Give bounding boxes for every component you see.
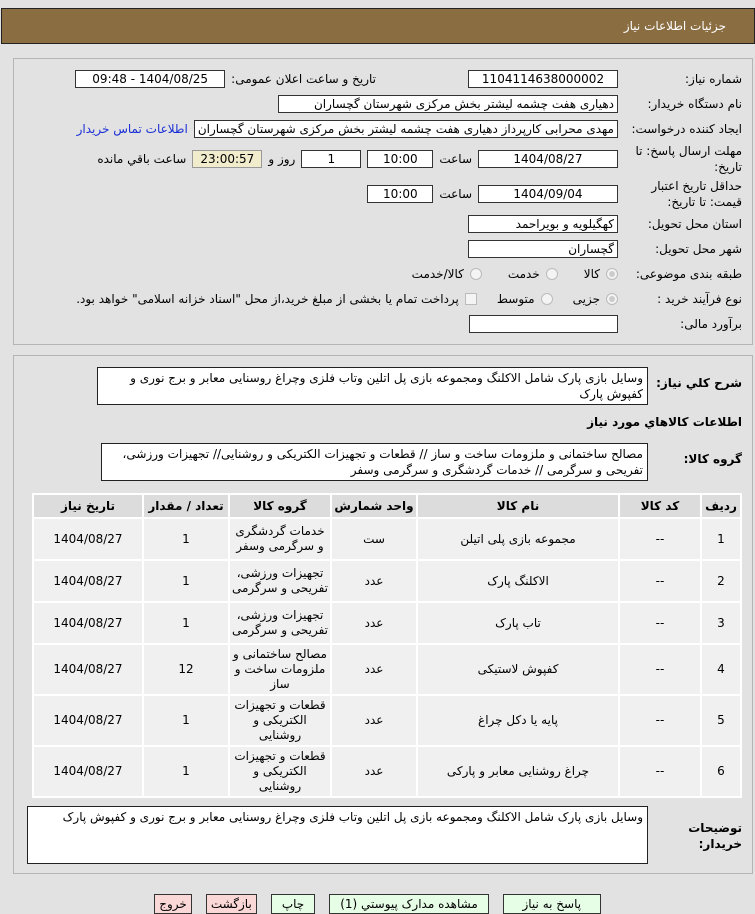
item-name: پایه یا دکل چراغ	[418, 696, 618, 745]
col-code: کد کالا	[620, 495, 700, 517]
unit: عدد	[332, 645, 416, 694]
days-field[interactable]: 1	[301, 150, 361, 168]
table-row	[34, 519, 740, 559]
contact-buyer-link[interactable]: اطلاعات تماس خریدار	[76, 122, 188, 136]
treasury-checkbox[interactable]	[465, 293, 477, 305]
process-radio-medium[interactable]	[541, 293, 553, 305]
days-label: روز و	[268, 152, 296, 166]
action-buttons	[0, 894, 755, 914]
province-row	[22, 213, 742, 235]
quantity: 1	[144, 696, 228, 745]
row-number: 4	[702, 645, 740, 694]
row-number: 5	[702, 696, 740, 745]
item-code: --	[620, 747, 700, 796]
print-button[interactable]: چاپ	[271, 894, 315, 914]
goods-title-row	[22, 411, 742, 433]
announce-label: تاریخ و ساعت اعلان عمومی:	[231, 72, 376, 86]
need-date: 1404/08/27	[34, 519, 142, 559]
quantity: 1	[144, 561, 228, 601]
row-number: 1	[702, 519, 740, 559]
category-radio-service[interactable]	[546, 268, 558, 280]
unit: عدد	[332, 747, 416, 796]
need-number-row	[22, 68, 742, 90]
page-header: جزئیات اطلاعات نیاز	[1, 8, 755, 44]
budget-row	[22, 313, 742, 335]
buyer-org-label: نام دستگاه خریدار:	[647, 97, 742, 111]
deadline-row	[22, 143, 742, 175]
item-group: تجهیزات ورزشی، تفریحی و سرگرمی	[230, 603, 330, 643]
col-qty: تعداد / مقدار	[144, 495, 228, 517]
city-row	[22, 238, 742, 260]
details-panel	[13, 355, 753, 874]
group-label: گروه کالا:	[683, 452, 742, 466]
need-number-label: شماره نیاز:	[685, 72, 742, 86]
budget-field[interactable]	[469, 315, 618, 333]
item-name: تاب پارک	[418, 603, 618, 643]
table-row	[34, 696, 740, 745]
notes-row	[22, 806, 742, 864]
group-textarea[interactable]: مصالح ساختمانی و ملزومات ساخت و ساز // قطعات و تجهیزات الکتریکی و روشنایی// تجهیزات ورزشی، تفریحی و سرگرمی // خدمات گردشگری و سرگرمی وسفر	[101, 443, 648, 481]
item-code: --	[620, 603, 700, 643]
creator-field[interactable]: مهدی محرابی کارپرداز دهیاری هفت چشمه لیشتر بخش مرکزی شهرستان گچساران	[194, 120, 618, 138]
row-number: 3	[702, 603, 740, 643]
notes-textarea[interactable]: وسایل بازی پارک شامل الاکلنگ ومجموعه بازی پل اتلین وتاب فلزی وچراغ روسنایی معابر و برج نوری و کفپوش پارک	[27, 806, 648, 864]
item-code: --	[620, 561, 700, 601]
buyer-org-row	[22, 93, 742, 115]
quantity: 1	[144, 519, 228, 559]
need-date: 1404/08/27	[34, 696, 142, 745]
validity-label: حداقل تاریخ اعتبار قیمت: تا تاریخ:	[651, 179, 742, 209]
need-date: 1404/08/27	[34, 747, 142, 796]
deadline-time-field[interactable]: 10:00	[367, 150, 433, 168]
category-radio-both[interactable]	[470, 268, 482, 280]
validity-time-field[interactable]: 10:00	[367, 185, 433, 203]
creator-row	[22, 118, 742, 140]
col-row: ردیف	[702, 495, 740, 517]
item-group: تجهیزات ورزشی، تفریحی و سرگرمی	[230, 561, 330, 601]
need-date: 1404/08/27	[34, 645, 142, 694]
deadline-date-field[interactable]: 1404/08/27	[478, 150, 618, 168]
creator-label: ایجاد کننده درخواست:	[631, 122, 742, 136]
col-group: گروه کالا	[230, 495, 330, 517]
summary-label: شرح کلي نياز:	[656, 376, 742, 390]
unit: عدد	[332, 603, 416, 643]
item-name: مجموعه بازی پلی اتیلن	[418, 519, 618, 559]
category-service-label: خدمت	[507, 267, 540, 281]
category-both-label: کالا/خدمت	[411, 267, 464, 281]
unit: ست	[332, 519, 416, 559]
deadline-label: مهلت ارسال پاسخ: تا تاریخ:	[635, 144, 742, 174]
process-minor-label: جزیی	[572, 292, 600, 306]
notes-label: توضیحات خریدار:	[688, 821, 742, 851]
item-group: قطعات و تجهیزات الکتریکی و روشنایی	[230, 696, 330, 745]
row-number: 2	[702, 561, 740, 601]
remaining-label: ساعت باقي مانده	[97, 152, 187, 166]
city-field[interactable]: گچساران	[468, 240, 618, 258]
need-date: 1404/08/27	[34, 561, 142, 601]
col-date: تاریخ نیاز	[34, 495, 142, 517]
item-code: --	[620, 519, 700, 559]
col-unit: واحد شمارش	[332, 495, 416, 517]
item-group: قطعات و تجهیزات الکتریکی و روشنایی	[230, 747, 330, 796]
col-name: نام کالا	[418, 495, 618, 517]
table-row	[34, 561, 740, 601]
category-radio-goods[interactable]	[606, 268, 618, 280]
item-group: مصالح ساختمانی و ملزومات ساخت و ساز	[230, 645, 330, 694]
item-name: کفپوش لاستیکی	[418, 645, 618, 694]
quantity: 1	[144, 747, 228, 796]
summary-textarea[interactable]: وسایل بازی پارک شامل الاکلنگ ومجموعه بازی پل اتلین وتاب فلزی وچراغ روسنایی معابر و برج نوری و کفپوش پارک	[97, 367, 648, 405]
buyer-org-field[interactable]: دهیاری هفت چشمه لیشتر بخش مرکزی شهرستان گچساران	[278, 95, 618, 113]
table-row	[34, 645, 740, 694]
table-row	[34, 603, 740, 643]
deadline-time-label: ساعت	[439, 152, 472, 166]
payment-note: پرداخت تمام یا بخشی از مبلغ خرید،از محل "اسناد خزانه اسلامی" خواهد بود.	[76, 292, 459, 306]
process-label: نوع فرآیند خرید :	[657, 292, 742, 306]
item-code: --	[620, 645, 700, 694]
item-code: --	[620, 696, 700, 745]
item-name: چراغ روشنایی معابر و پارکی	[418, 747, 618, 796]
province-label: استان محل تحویل:	[647, 217, 742, 231]
attachments-button[interactable]: مشاهده مدارک پیوستي (1)	[329, 894, 489, 914]
need-date: 1404/08/27	[34, 603, 142, 643]
budget-label: برآورد مالی:	[680, 317, 742, 331]
summary-row	[22, 367, 742, 405]
process-medium-label: متوسط	[496, 292, 535, 306]
remaining-time: 23:00:57	[192, 150, 262, 168]
validity-row	[22, 178, 742, 210]
exit-button[interactable]: خروج	[154, 894, 192, 914]
city-label: شهر محل تحویل:	[655, 242, 742, 256]
process-radio-minor[interactable]	[606, 293, 618, 305]
need-number-field[interactable]: 1104114638000002	[468, 70, 618, 88]
unit: عدد	[332, 561, 416, 601]
back-button[interactable]: بازگشت	[206, 894, 257, 914]
need-info-panel	[13, 58, 753, 345]
unit: عدد	[332, 696, 416, 745]
table-row	[34, 747, 740, 796]
announce-field[interactable]: 1404/08/25 - 09:48	[75, 70, 225, 88]
row-number: 6	[702, 747, 740, 796]
quantity: 1	[144, 603, 228, 643]
item-name: الاکلنگ پارک	[418, 561, 618, 601]
category-goods-label: کالا	[583, 267, 600, 281]
validity-date-field[interactable]: 1404/09/04	[478, 185, 618, 203]
validity-time-label: ساعت	[439, 187, 472, 201]
process-row	[22, 288, 742, 310]
reply-button[interactable]: پاسخ به نیاز	[503, 894, 601, 914]
category-row	[22, 263, 742, 285]
category-label: طبقه بندی موضوعی:	[635, 267, 742, 281]
goods-title: اطلاعات کالاهاي مورد نياز	[587, 415, 742, 429]
group-row	[22, 443, 742, 481]
quantity: 12	[144, 645, 228, 694]
item-group: خدمات گردشگری و سرگرمی وسفر	[230, 519, 330, 559]
province-field[interactable]: کهگیلویه و بویراحمد	[468, 215, 618, 233]
goods-table	[32, 493, 742, 798]
